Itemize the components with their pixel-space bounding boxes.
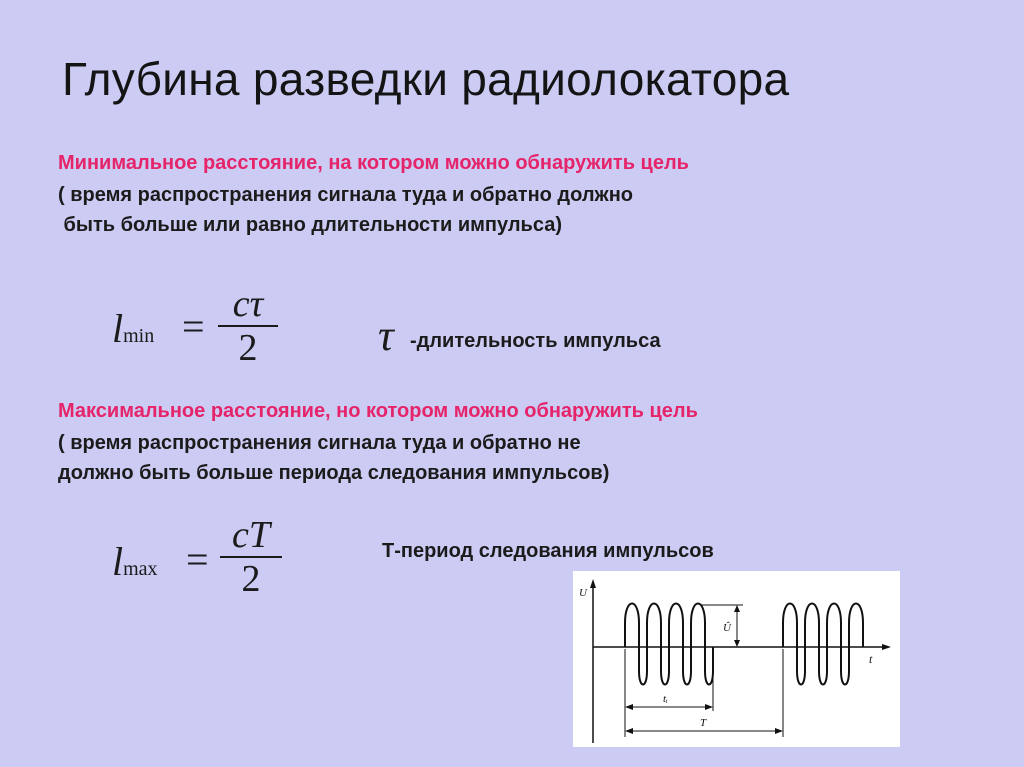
formula-min-numerator: cτ xyxy=(232,283,264,325)
formula-max-denominator: 2 xyxy=(220,556,282,600)
pulse-width-arrow-left xyxy=(625,704,633,710)
pulse-width-arrow-right xyxy=(705,704,713,710)
period-arrow-right xyxy=(775,728,783,734)
period-description: Т-период следования импульсов xyxy=(382,540,714,562)
max-range-formula xyxy=(112,512,292,612)
pulse-burst-2 xyxy=(783,604,863,685)
formula-min-sub: min xyxy=(123,325,155,347)
min-range-line-2: быть больше или равно длительности импульса) xyxy=(58,214,562,236)
max-range-line-1: ( время распространения сигнала туда и обратно не xyxy=(58,432,581,454)
y-axis-arrow xyxy=(590,579,596,588)
x-axis-arrow xyxy=(882,644,891,650)
formula-min-denominator: 2 xyxy=(218,325,278,369)
formula-max-equals: = xyxy=(186,537,209,582)
tau-symbol: τ xyxy=(378,311,394,360)
amplitude-label: Û xyxy=(723,622,731,634)
pulse-diagram-svg xyxy=(573,571,900,747)
formula-min-var: l xyxy=(112,306,124,351)
formula-max-var: l xyxy=(112,539,124,584)
amplitude-arrow-top xyxy=(734,605,740,612)
period-arrow-left xyxy=(625,728,633,734)
max-range-heading: Максимальное расстояние, но котором можно обнаружить цель xyxy=(58,400,698,422)
min-range-formula xyxy=(112,283,282,383)
formula-max-sub: max xyxy=(123,558,158,580)
min-range-line-1: ( время распространения сигнала туда и обратно должно xyxy=(58,184,634,206)
formula-max-numerator: cT xyxy=(232,514,270,556)
amplitude-arrow-bottom xyxy=(734,640,740,647)
period-label: T xyxy=(700,717,707,729)
tau-description: -длительность импульса xyxy=(410,330,661,352)
x-axis-label: t xyxy=(869,652,873,666)
pulse-width-label: tᵢ xyxy=(663,693,668,705)
formula-max-fraction xyxy=(220,514,282,600)
page-title: Глубина разведки радиолокатора xyxy=(62,53,790,105)
pulse-diagram xyxy=(573,571,900,747)
y-axis-label: U xyxy=(579,587,587,599)
pulse-burst-1 xyxy=(625,604,713,685)
max-range-line-2: должно быть больше периода следования импульсов) xyxy=(58,462,610,484)
min-range-heading: Минимальное расстояние, на котором можно обнаружить цель xyxy=(58,152,689,174)
formula-min-equals: = xyxy=(182,304,205,349)
formula-min-fraction xyxy=(218,283,278,369)
